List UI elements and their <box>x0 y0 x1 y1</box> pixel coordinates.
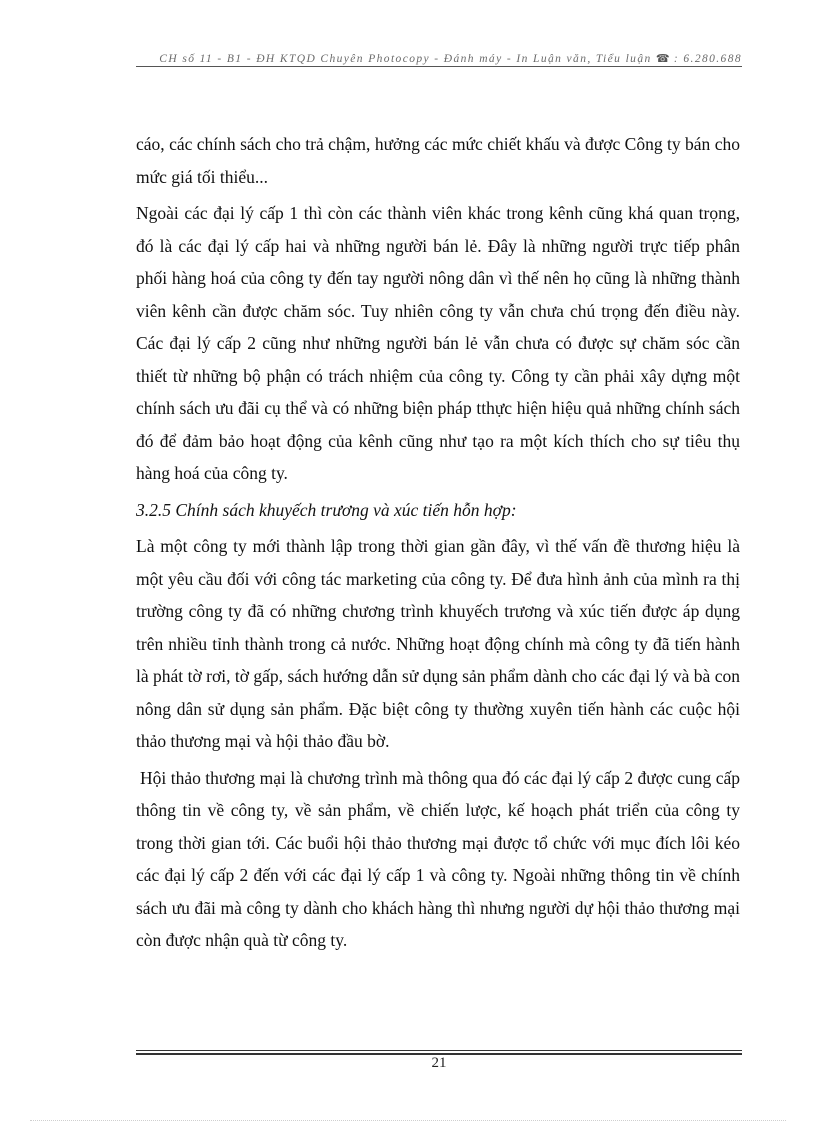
paragraph-channel-members: Ngoài các đại lý cấp 1 thì còn các thành viên khác trong kênh cũng khá quan trọng, đó là các đại lý cấp hai và những người bán lẻ. Đây là những người trực tiếp phân phối hàng hoá của công ty đến tay người nông dân vì thế nên họ cũng là những thành viên kênh cần được chăm sóc. Tuy nhiên công ty vẫn chưa chú trọng đến điều này. Các đại lý cấp 2 cũng như những người bán lẻ vẫn chưa có được sự chăm sóc cần thiết từ những bộ phận có trách nhiệm của công ty. Công ty cần phải xây dựng một chính sách ưu đãi cụ thể và có những biện pháp tthực hiện hiệu quả những chính sách đó để đảm bảo hoạt động của kênh cũng như tạo ra một kích thích cho sự tiêu thụ hàng hoá của công ty. <box>136 203 740 483</box>
paragraph-continued: cáo, các chính sách cho trả chậm, hưởng các mức chiết khấu và được Công ty bán cho mức giá tối thiểu... <box>136 134 740 187</box>
header-rule <box>136 66 742 67</box>
paragraph-trade-seminar: Hội thảo thương mại là chương trình mà thông qua đó các đại lý cấp 2 được cung cấp thông tin về công ty, về sản phẩm, về chiến lược, kế hoạch phát triển của công ty trong thời gian tới. Các buổi hội thảo thương mại được tổ chức với mục đích lôi kéo các đại lý cấp 2 đến với các đại lý cấp 1 và công ty. Ngoài những thông tin về chính sách ưu đãi mà công ty dành cho khách hàng thì nhưng người dự hội thảo thương mại còn được nhận quà từ công ty. <box>136 767 740 950</box>
page-bottom-divider <box>30 1120 786 1121</box>
header-text: CH số 11 - B1 - ĐH KTQD Chuyên Photocopy - Đánh máy - In Luận văn, Tiểu luận <box>159 53 652 65</box>
telephone-icon: ☎ <box>655 53 670 65</box>
header-phone: : 6.280.688 <box>673 53 742 65</box>
body-content <box>136 128 740 957</box>
paragraph-brand-promotion: Là một công ty mới thành lập trong thời gian gần đây, vì thế vấn đề thương hiệu là một yêu cầu đối với công tác marketing của công ty. Để đưa hình ảnh của mình ra thị trường công ty đã có những chương trình khuyếch trương và xúc tiến được áp dụng trên nhiều tỉnh thành trong cả nước. Những hoạt động chính mà công ty đã tiến hành là phát tờ rơi, tờ gấp, sách hướng dẫn sử dụng sản phẩm dành cho các đại lý và bà con nông dân sử dụng sản phẩm. Đặc biệt công ty thường xuyên tiến hành các cuộc hội thảo thương mại và hội thảo đầu bờ. <box>136 536 740 751</box>
running-header <box>158 52 742 65</box>
section-heading-3-2-5: 3.2.5 Chính sách khuyếch trương và xúc tiến hỗn hợp: <box>136 499 517 520</box>
page-number: 21 <box>431 1055 447 1071</box>
footer-rule-thin <box>136 1050 742 1051</box>
